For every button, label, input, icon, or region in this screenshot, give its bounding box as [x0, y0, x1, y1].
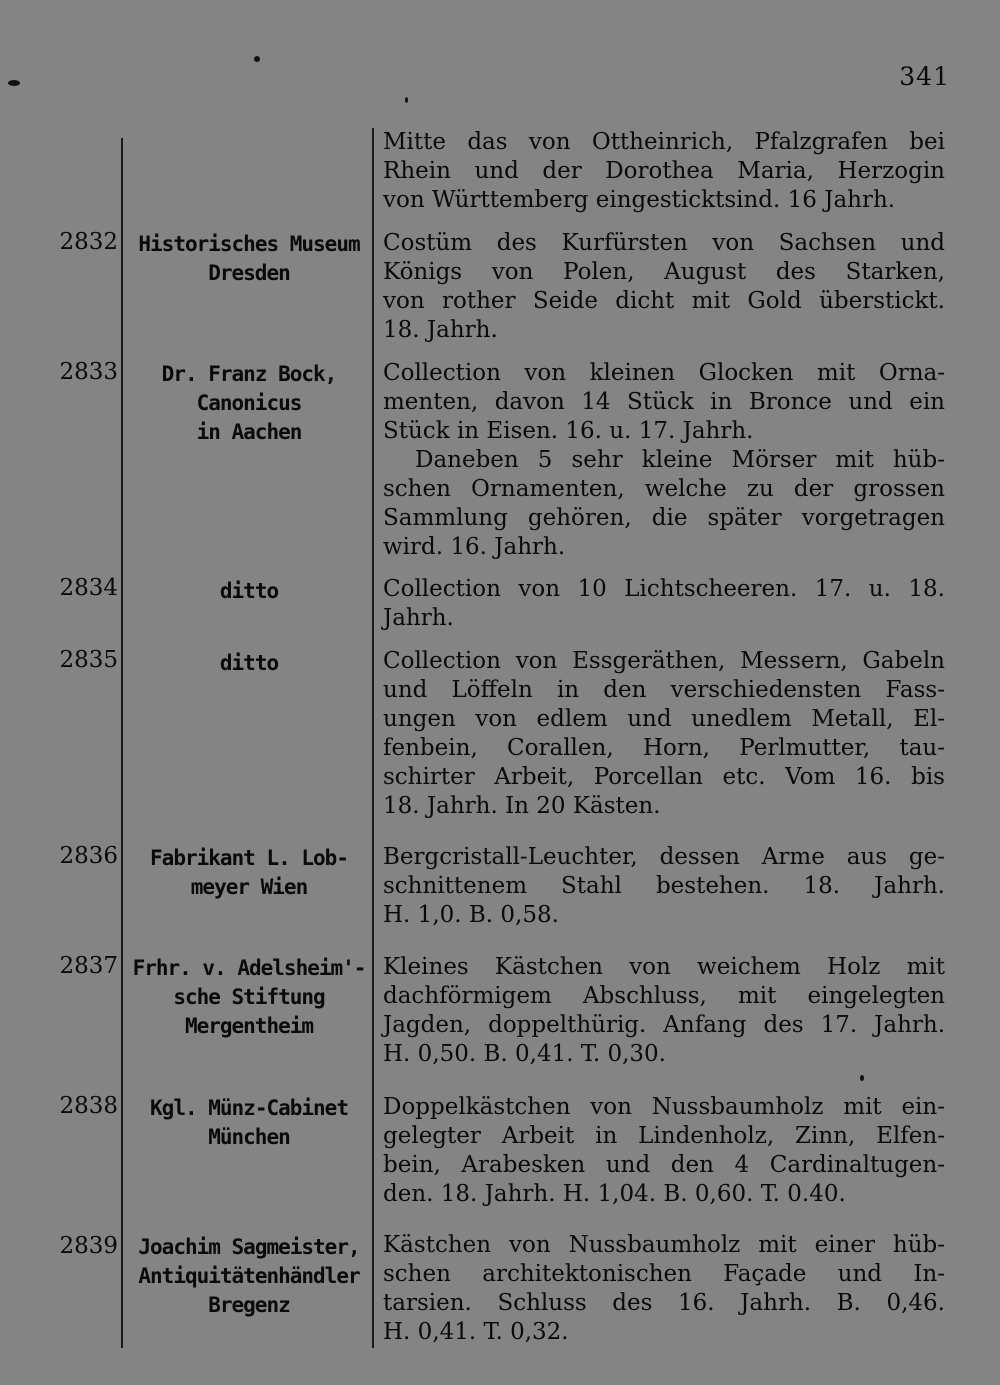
lender: [126, 230, 372, 288]
text-line: von Württemberg eingesticktsind. 16 Jahrh.: [383, 187, 896, 213]
lender: [126, 649, 372, 678]
continuation-text: [383, 128, 945, 215]
entry-description: [383, 359, 945, 562]
lender-line: Bregenz: [208, 1293, 290, 1317]
lender: [126, 360, 372, 447]
text-line: Bergcristall-Leuchter, dessen Arme aus ge-: [383, 844, 945, 870]
text-line: Jahrh.: [383, 605, 454, 631]
lender-line: Joachim Sagmeister,: [138, 1235, 360, 1259]
entry-description: [383, 575, 945, 633]
column-rule-right: [372, 128, 374, 1348]
text-line: H. 0,50. B. 0,41. T. 0,30.: [383, 1041, 666, 1067]
scan-speck: [254, 56, 260, 62]
text-line: Stück in Eisen. 16. u. 17. Jahrh.: [383, 418, 754, 444]
lender-line: Frhr. v. Adelsheim'-: [132, 956, 366, 980]
text-line: tarsien. Schluss des 16. Jahrh. B. 0,46.: [383, 1290, 945, 1316]
text-line: schnittenem Stahl bestehen. 18. Jahrh.: [383, 873, 945, 899]
entry-description: [383, 647, 945, 821]
lender-line: Antiquitätenhändler: [138, 1264, 360, 1288]
lender: [126, 1094, 372, 1152]
text-line: schen Ornamenten, welche zu der grossen: [383, 476, 945, 502]
lender-line: meyer Wien: [190, 875, 308, 899]
entry-number: 2837: [59, 953, 118, 979]
scan-speck: [860, 1075, 864, 1081]
entry-number: 2838: [59, 1093, 118, 1119]
text-line: und Löffeln in den verschiedensten Fass-: [383, 677, 945, 703]
entry-description: [383, 953, 945, 1069]
text-line: wird. 16. Jahrh.: [383, 534, 566, 560]
lender: [126, 577, 372, 606]
lender-line: Mergentheim: [184, 1014, 314, 1038]
text-line: Königs von Polen, August des Starken,: [383, 259, 945, 285]
lender-line: Fabrikant L. Lob-: [150, 846, 348, 870]
entry-number: 2835: [59, 647, 118, 673]
text-line: 18. Jahrh.: [383, 317, 498, 343]
text-line: H. 1,0. B. 0,58.: [383, 902, 559, 928]
text-line: Sammlung gehören, die später vorgetragen: [383, 505, 945, 531]
text-line: bein, Arabesken und den 4 Cardinaltugen-: [383, 1152, 945, 1178]
scan-speck: [405, 97, 408, 103]
entry-description: [383, 843, 945, 930]
text-line: gelegter Arbeit in Lindenholz, Zinn, Elfen-: [383, 1123, 945, 1149]
text-line: dachförmigem Abschluss, mit eingelegten: [383, 983, 945, 1009]
text-line: schirter Arbeit, Porcellan etc. Vom 16. bis: [383, 764, 945, 790]
text-line: 18. Jahrh. In 20 Kästen.: [383, 793, 661, 819]
text-line: von rother Seide dicht mit Gold überstickt.: [383, 288, 945, 314]
text-line: Collection von 10 Lichtscheeren. 17. u. 18.: [383, 576, 945, 602]
text-line: Costüm des Kurfürsten von Sachsen und: [383, 230, 945, 256]
lender-line: ditto: [219, 579, 279, 603]
text-line: ungen von edlem und unedlem Metall, El-: [383, 706, 945, 732]
text-line: Doppelkästchen von Nussbaumholz mit ein-: [383, 1094, 945, 1120]
text-line: H. 0,41. T. 0,32.: [383, 1319, 569, 1345]
text-line: Rhein und der Dorothea Maria, Herzogin: [383, 158, 945, 184]
entry-description: [383, 1231, 945, 1347]
lender-line: ditto: [219, 651, 279, 675]
text-line: Daneben 5 sehr kleine Mörser mit hüb-: [415, 447, 945, 473]
lender-line: Dr. Franz Bock,: [161, 362, 337, 386]
lender-line: Dresden: [208, 261, 290, 285]
column-rule-left: [121, 138, 123, 1348]
entry-number: 2834: [59, 575, 118, 601]
text-line: Collection von Essgeräthen, Messern, Gabeln: [383, 648, 945, 674]
text-line: Jagden, doppelthürig. Anfang des 17. Jahrh.: [383, 1012, 945, 1038]
lender-line: Historisches Museum: [138, 232, 360, 256]
lender: [126, 1233, 372, 1320]
entry-description: [383, 229, 945, 345]
lender-line: in Aachen: [196, 420, 302, 444]
entry-number: 2833: [59, 359, 118, 385]
lender: [126, 844, 372, 902]
scan-speck: [8, 80, 20, 86]
lender-line: Kgl. Münz-Cabinet: [150, 1096, 348, 1120]
text-line: Mitte das von Ottheinrich, Pfalzgrafen bei: [383, 129, 945, 155]
text-line: Kästchen von Nussbaumholz mit einer hüb-: [383, 1232, 945, 1258]
text-line: fenbein, Corallen, Horn, Perlmutter, tau-: [383, 735, 945, 761]
lender-line: München: [208, 1125, 290, 1149]
page-number: 341: [899, 62, 950, 91]
text-line: menten, davon 14 Stück in Bronce und ein: [383, 389, 945, 415]
text-line: Kleines Kästchen von weichem Holz mit: [383, 954, 945, 980]
entry-number: 2836: [59, 843, 118, 869]
entry-number: 2832: [59, 229, 118, 255]
text-line: schen architektonischen Façade und In-: [383, 1261, 945, 1287]
lender-line: sche Stiftung: [173, 985, 325, 1009]
text-line: den. 18. Jahrh. H. 1,04. B. 0,60. T. 0.40.: [383, 1181, 846, 1207]
entry-description: [383, 1093, 945, 1209]
entry-number: 2839: [59, 1233, 118, 1259]
lender-line: Canonicus: [196, 391, 302, 415]
text-line: Collection von kleinen Glocken mit Orna-: [383, 360, 945, 386]
lender: [126, 954, 372, 1041]
